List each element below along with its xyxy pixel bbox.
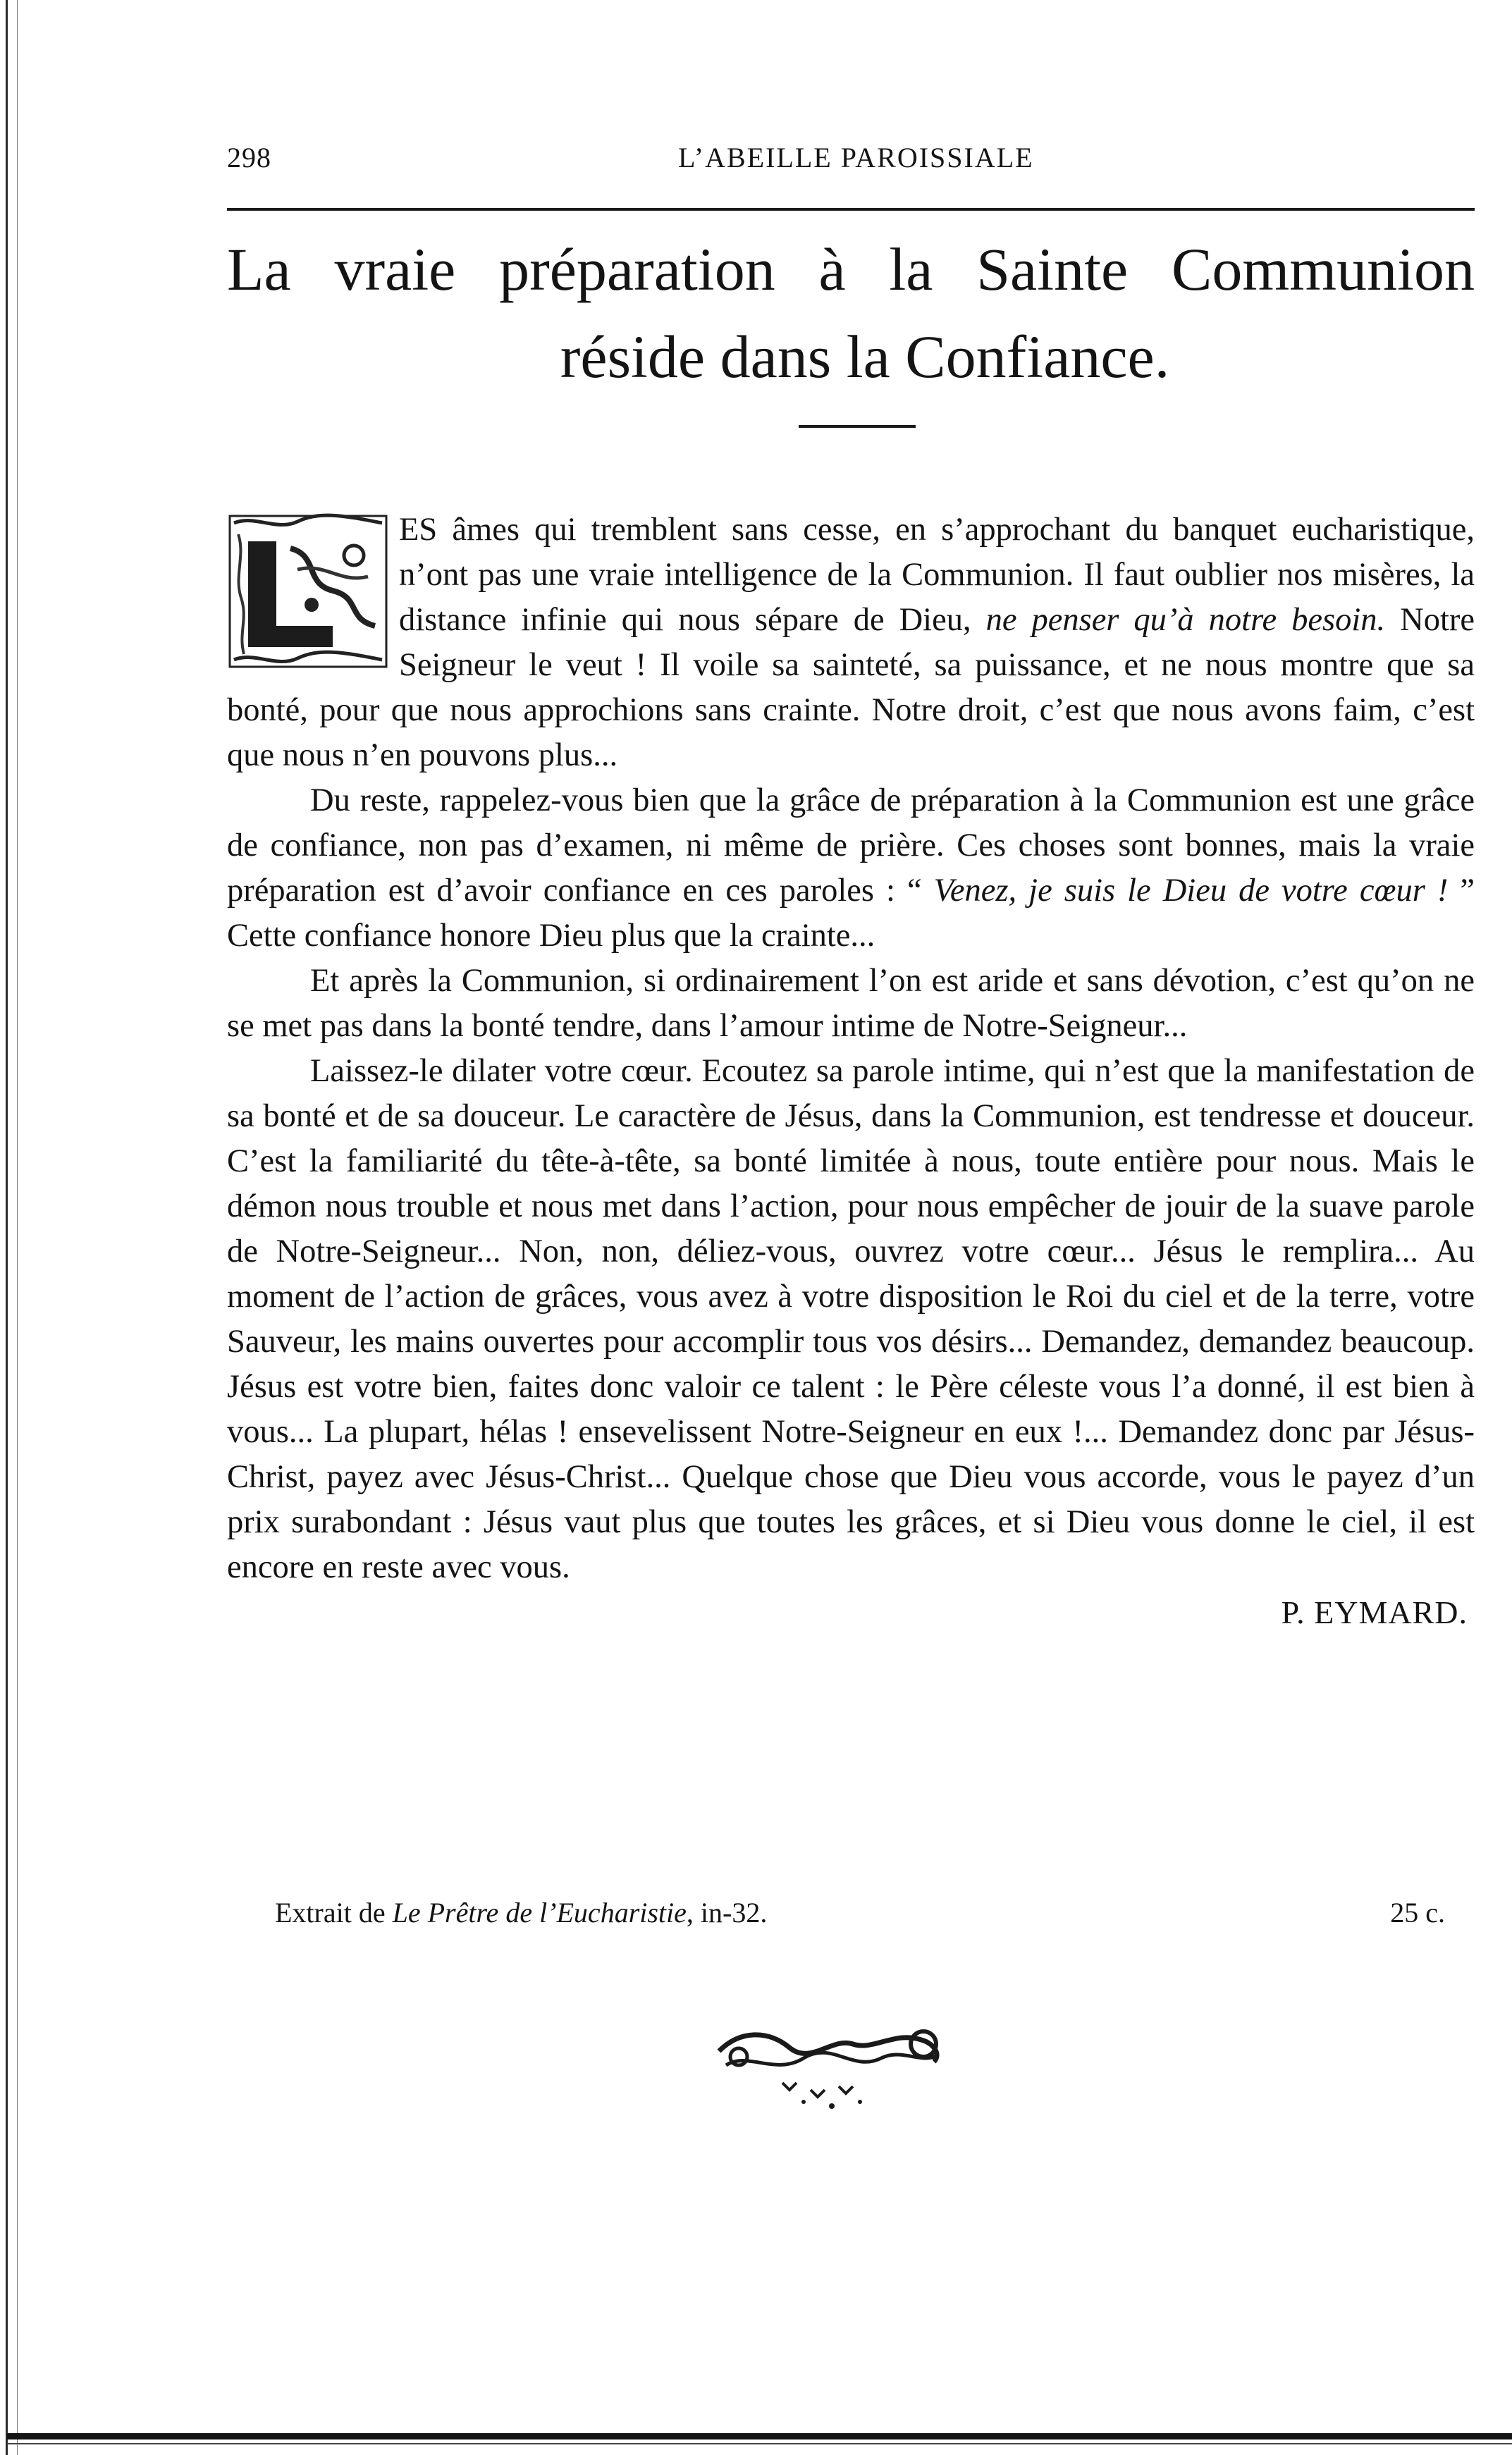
paragraph-2-italic: Venez, je suis le Dieu de votre cœur ! xyxy=(933,873,1449,909)
page-number: 298 xyxy=(227,142,271,173)
paragraph-3: Et après la Communion, si ordinairement l’on est aride et sans dévotion, c’est qu’on ne se met pas dans la bonté tendre, dans l’amour intime de Notre-Seigneur... xyxy=(227,963,1475,1044)
paragraph-1-text: ES âmes qui tremblent sans cesse, en s’approchant du banquet eucharistique, n’ont pas une vraie intelligence de la Communion. Il faut oublier nos misères, la distance infinie qui nous sépare de Dieu, xyxy=(399,512,1475,638)
page-bottom-line xyxy=(7,2443,1512,2444)
article-title-line-2: réside dans la Confiance. xyxy=(560,323,1170,390)
paragraph-2-end: ” Cette confiance honore Dieu plus que la crainte... xyxy=(227,873,1475,954)
drop-cap-ornament xyxy=(227,513,389,670)
source-suffix: , in-32. xyxy=(686,1897,768,1928)
source-prefix: Extrait de xyxy=(275,1897,393,1928)
paragraph-2-text: Du reste, rappelez-vous bien que la grâce de préparation à la Communion est une grâce de confiance, non pas d’examen, ni même de prière. Ces choses sont bonnes, mais la vraie préparation est d’avoir confiance en ces paroles : “ xyxy=(227,782,1475,909)
journal-title: L’ABEILLE PAROISSIALE xyxy=(678,142,1034,173)
page-edge-line xyxy=(17,0,18,2455)
paragraph-1-end: Notre Seigneur le veut ! Il voile sa sainteté, sa puissance, et ne nous montre que sa bonté, pour que nous approchions sans crainte. Notre droit, c’est que nous avons faim, c’est que nous n’en pouvons plus... xyxy=(227,602,1475,773)
article-title-line-1: La vraie préparation à la Sainte Communion xyxy=(227,235,1475,303)
source-note xyxy=(275,1896,1445,1929)
page-edge-shadow xyxy=(6,0,8,2455)
header-rule xyxy=(227,208,1475,211)
paragraph-1 xyxy=(227,507,1475,778)
source-book-title: Le Prêtre de l’Eucharistie xyxy=(392,1897,687,1928)
paragraph-2 xyxy=(227,778,1475,959)
page-bottom-edge xyxy=(7,2433,1512,2439)
running-header xyxy=(227,141,1475,183)
paragraph-1-italic: ne penser qu’à notre besoin. xyxy=(985,602,1386,638)
article-title xyxy=(227,226,1475,400)
ornamental-letter-icon xyxy=(227,513,389,670)
source-price: 25 c. xyxy=(1390,1897,1445,1928)
title-rule xyxy=(799,425,916,428)
article-body xyxy=(227,507,1475,1635)
author-signature: P. EYMARD. xyxy=(1281,1594,1468,1630)
fleuron-ornament-icon xyxy=(712,2023,952,2115)
paragraph-4: Laissez-le dilater votre cœur. Ecoutez sa parole intime, qui n’est que la manifestation de sa bonté et de sa douceur. Le caractère de Jésus, dans la Communion, est tendresse et douceur. C’est la familiarité du tête-à-tête, sa bonté limitée à nous, toute entière pour nous. Mais le démon nous trouble et nous met dans l’action, pour nous empêcher de jouir de la suave parole de Notre-Seigneur... Non, non, déliez-vous, ouvrez votre cœur... Jésus le remplira... Au moment de l’action de grâces, vous avez à votre disposition le Roi du ciel et de la terre, votre Sauveur, les mains ouvertes pour accomplir tous vos désirs... Demandez, demandez beaucoup. Jésus est votre bien, faites donc valoir ce talent : le Père céleste vous l’a donné, il est bien à vous... La plupart, hélas ! ensevelissent Notre-Seigneur en eux !... Demandez donc par Jésus-Christ, payez avec Jésus-Christ... Quelque chose que Dieu vous accorde, vous le payez d’un prix surabondant : Jésus vaut plus que toutes les grâces, et si Dieu vous donne le ciel, il est encore en reste avec vous. xyxy=(227,1053,1475,1585)
